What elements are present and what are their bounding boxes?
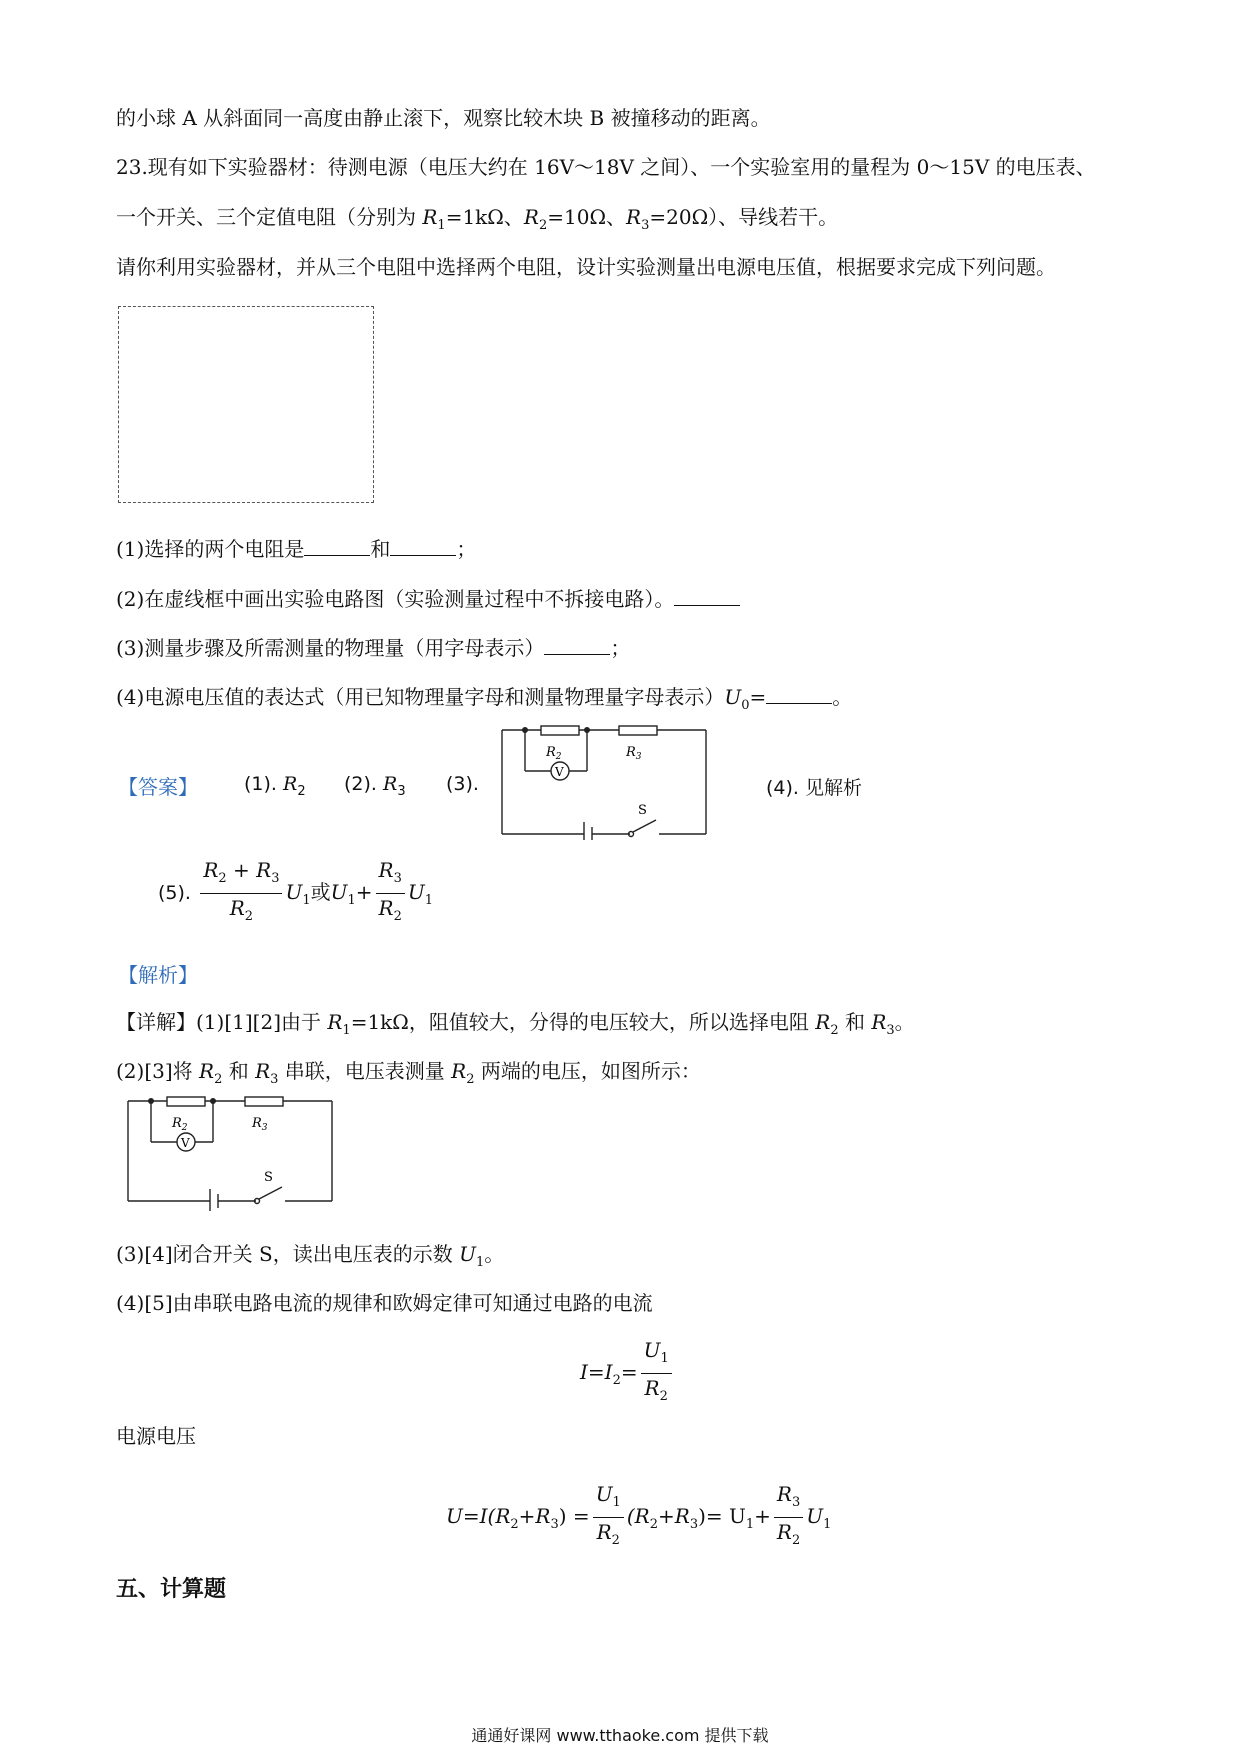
sub-question-2: (2)在虚线框中画出实验电路图（实验测量过程中不拆接电路）。 — [116, 585, 740, 613]
circuit-drawing-box — [118, 306, 374, 503]
analysis-paragraph-2: (2)[3]将 $R_2$ 和 $R_3$ 串联，电压表测量 $R_2$ 两端的电压，如图所示： — [116, 1059, 701, 1087]
answer-label: 【答案】 — [118, 775, 198, 799]
equation-current: $I=I_2=$ $\frac{U_1}{R_2}$ — [580, 1336, 675, 1411]
switch-label: S — [638, 803, 647, 818]
answer-5: (5). $\frac{R_2 + R_3}{R_2}$ $U_1$或$U_1+$ $\frac{R_3}{R_2}$ $U_1$ — [158, 858, 434, 924]
r2-label: $R_2$ — [546, 745, 562, 762]
answer-1: (1). $R_2$ — [244, 773, 306, 799]
r3-label: $R_3$ — [252, 1116, 268, 1133]
voltmeter-label: V — [555, 765, 564, 779]
analysis-paragraph-1: 【详解】(1)[1][2]由于 $R_1=1k\Omega$，阻值较大，分得的电压较大，所以选择电阻 $R_2$ 和 $R_3$。 — [116, 1010, 915, 1038]
continued-text: 的小球 A 从斜面同一高度由静止滚下，观察比较木块 B 被撞移动的距离。 — [116, 106, 771, 130]
analysis-paragraph-4: (4)[5]由串联电路电流的规律和欧姆定律可知通过电路的电流 — [116, 1291, 653, 1315]
analysis-label: 【解析】 — [118, 963, 198, 987]
switch-label: S — [264, 1170, 273, 1185]
answer-2: (2). $R_3$ — [344, 773, 406, 799]
question-23-line-1: 23.现有如下实验器材：待测电源（电压大约在 16V～18V 之间）、一个实验室用的量程为 0～15V 的电压表、 — [116, 155, 1096, 179]
answer-circuit-diagram — [496, 722, 714, 840]
question-23-line-2: 一个开关、三个定值电阻（分别为 $R_1=1k\Omega$、$R_2=10\Omega$、$R_3=20\Omega$）、导线若干。 — [116, 205, 839, 233]
sub-question-3: (3)测量步骤及所需测量的物理量（用字母表示） ； — [116, 636, 631, 660]
question-23-line-3: 请你利用实验器材，并从三个电阻中选择两个电阻，设计实验测量出电源电压值，根据要求完成下列问题。 — [116, 255, 1056, 279]
answer-4: (4). 见解析 — [766, 777, 862, 799]
section-title: 五、计算题 — [116, 1576, 227, 1602]
sub-question-1: (1)选择的两个电阻是 和 ； — [116, 537, 477, 561]
r3-label: $R_3$ — [626, 745, 642, 762]
answer-3: (3). — [446, 773, 479, 795]
voltmeter-label: V — [181, 1136, 190, 1150]
r2-label: $R_2$ — [172, 1116, 188, 1133]
equation-supply-voltage: $U=I(R_2+R_3)$ = $\frac{U_1}{R_2}$ $(R_2+R_3)= U_1+$ $\frac{R_3}{R_2}$ $U_1$ — [446, 1482, 832, 1548]
analysis-circuit-diagram — [122, 1093, 340, 1211]
sub-question-4: (4)电源电压值的表达式（用已知物理量字母和测量物理量字母表示）$U_0=$ 。 — [116, 685, 853, 713]
analysis-paragraph-3: (3)[4]闭合开关 S，读出电压表的示数 $U_1$。 — [116, 1242, 505, 1270]
supply-voltage-label: 电源电压 — [116, 1424, 196, 1448]
footer: 通通好课网 www.tthaoke.com 提供下载 — [471, 1726, 769, 1745]
